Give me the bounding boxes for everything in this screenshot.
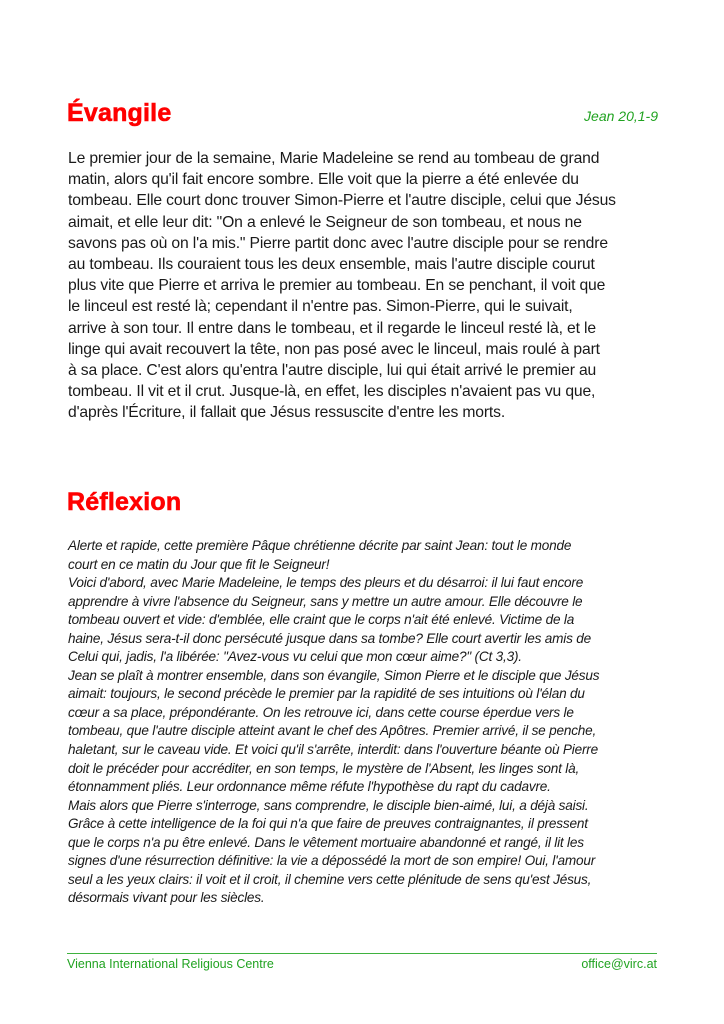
reflection-line: cœur a sa place, prépondérante. On les retrouve ici, dans cette course éperdue vers le xyxy=(68,704,574,720)
footer-organization: Vienna International Religious Centre xyxy=(67,957,274,971)
gospel-line: le linceul est resté là; cependant il n'entre pas. Simon-Pierre, qui le suivait, xyxy=(68,298,573,316)
reflection-line: tombeau ouvert et vide: d'emblée, elle craint que le corps n'ait été enlevé. Victime de la xyxy=(68,612,575,628)
gospel-line: arrive à son tour. Il entre dans le tombeau, et il regarde le linceul resté là, et le xyxy=(68,319,596,337)
reflection-line: court en ce matin du Jour que fit le Seigneur! xyxy=(68,556,330,572)
reflection-title: Réflexion xyxy=(67,488,182,516)
gospel-reference: Jean 20,1-9 xyxy=(584,108,658,124)
reflection-line: Celui qui, jadis, l'a libérée: "Avez-vous vu celui que mon cœur aime?" (Ct 3,3). xyxy=(68,649,522,665)
reflection-line: aimait: toujours, le second précède le premier par la rapidité de ses intuitions où l'élan du xyxy=(68,686,585,702)
reflection-line: doit le précéder pour accréditer, en son temps, le mystère de l'Absent, les linges sont là, xyxy=(68,760,580,776)
reflection-line: signes d'une résurrection définitive: la vie a dépossédé la mort de son empire! Oui, l'amour xyxy=(68,853,596,869)
reflection-line: désormais vivant pour les siècles. xyxy=(68,890,265,906)
reflection-text xyxy=(68,537,668,908)
gospel-header xyxy=(67,99,658,128)
reflection-line: Alerte et rapide, cette première Pâque chrétienne décrite par saint Jean: tout le monde xyxy=(68,538,572,553)
footer-email[interactable]: office@virc.at xyxy=(581,957,657,971)
footer-divider xyxy=(67,953,657,954)
gospel-text xyxy=(68,148,668,424)
reflection-line: Grâce à cette intelligence de la foi qui n'a que faire de preuves contraignantes, il pressent xyxy=(68,816,588,832)
reflection-line: haine, Jésus sera-t-il donc persécuté jusque dans sa tombe? Elle court avertir les amis de xyxy=(68,630,592,646)
gospel-line: aimait, et elle leur dit: "On a enlevé le Seigneur de son tombeau, et nous ne xyxy=(68,213,582,231)
reflection-line: apprendre à vivre l'absence du Seigneur, sans y mettre un autre amour. Elle découvre le xyxy=(68,593,583,609)
gospel-line: à sa place. C'est alors qu'entra l'autre disciple, lui qui était arrivé le premier au xyxy=(68,362,597,380)
gospel-title: Évangile xyxy=(67,99,172,127)
gospel-line: plus vite que Pierre et arriva le premier au tombeau. En se penchant, il voit que xyxy=(68,277,606,295)
gospel-line: tombeau. Elle court donc trouver Simon-Pierre et l'autre disciple, celui que Jésus xyxy=(68,192,616,210)
reflection-line: étonnamment pliés. Leur ordonnance même réfute l'hypothèse du rapt du cadavre. xyxy=(68,779,551,795)
gospel-line: savons pas où on l'a mis." Pierre partit donc avec l'autre disciple pour se rendre xyxy=(68,234,608,252)
gospel-line: linge qui avait recouvert la tête, non pas posé avec le linceul, mais roulé à part xyxy=(68,340,600,358)
reflection-line: Voici d'abord, avec Marie Madeleine, le temps des pleurs et du désarroi: il lui faut encore xyxy=(68,575,584,591)
reflection-line: Jean se plaît à montrer ensemble, dans son évangile, Simon Pierre et le disciple que Jésus xyxy=(68,667,600,683)
gospel-line: tombeau. Il vit et il crut. Jusque-là, en effet, les disciples n'avaient pas vu que, xyxy=(68,383,596,401)
gospel-line: d'après l'Écriture, il fallait que Jésus ressuscite d'entre les morts. xyxy=(68,404,506,422)
reflection-line: Mais alors que Pierre s'interroge, sans comprendre, le disciple bien-aimé, lui, a déjà saisi. xyxy=(68,797,589,813)
reflection-header xyxy=(67,488,658,517)
footer xyxy=(67,957,657,971)
gospel-line: matin, alors qu'il fait encore sombre. Elle voit que la pierre a été enlevée du xyxy=(68,171,579,189)
gospel-line: Le premier jour de la semaine, Marie Madeleine se rend au tombeau de grand xyxy=(68,150,600,167)
reflection-line: tombeau, que l'autre disciple atteint avant le chef des Apôtres. Premier arrivé, il se penche, xyxy=(68,723,597,739)
reflection-line: seul a les yeux clairs: il voit et il croit, il chemine vers cette plénitude de sens qu'est Jésus, xyxy=(68,871,592,887)
reflection-line: haletant, sur le caveau vide. Et voici qu'il s'arrête, interdit: dans l'ouverture béante où Pierre xyxy=(68,742,598,758)
reflection-line: que le corps n'a pu être enlevé. Dans le vêtement mortuaire abandonné et rangé, il lit les xyxy=(68,834,584,850)
gospel-line: au tombeau. Ils couraient tous les deux ensemble, mais l'autre disciple courut xyxy=(68,256,595,274)
